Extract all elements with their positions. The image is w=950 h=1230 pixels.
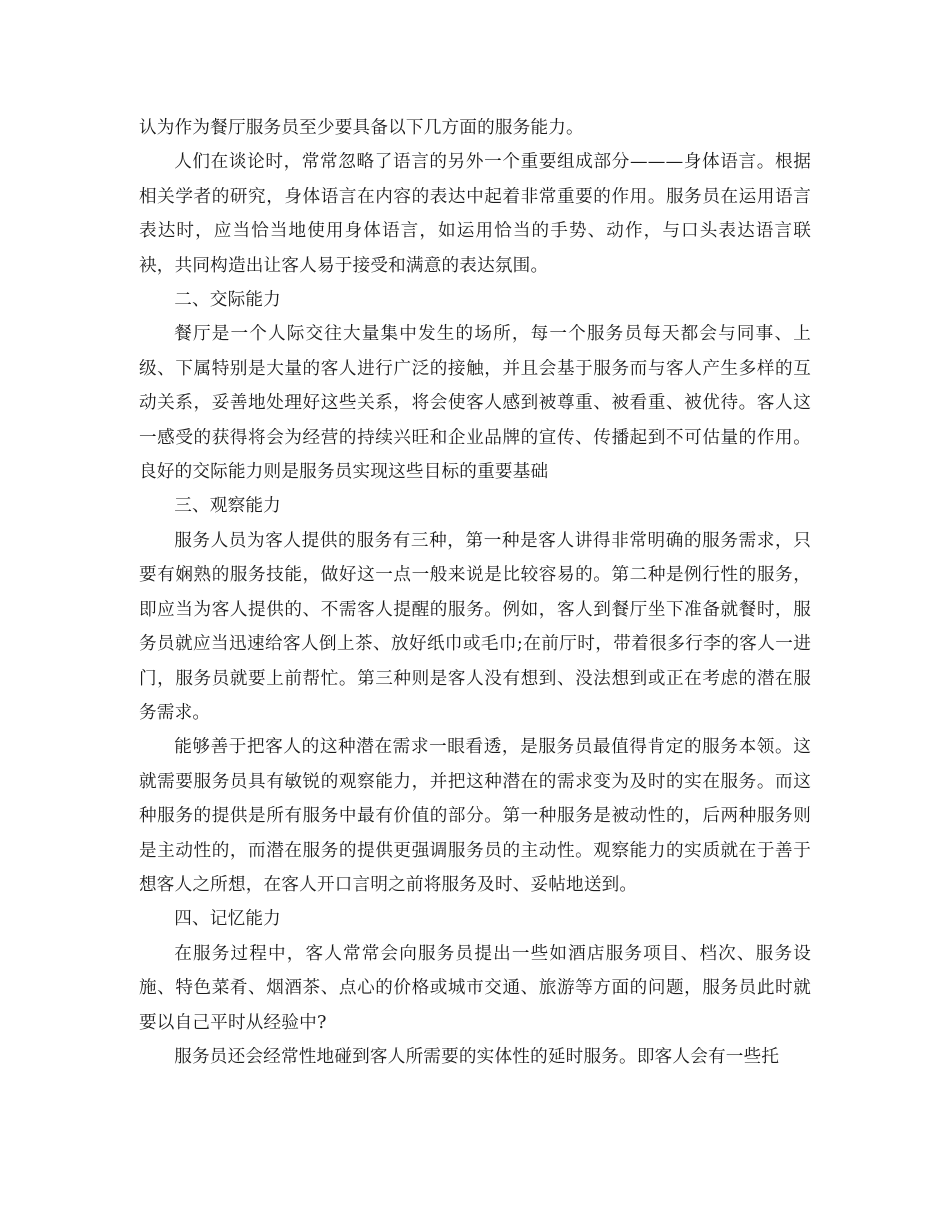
paragraph-service-types: 服务人员为客人提供的服务有三种，第一种是客人讲得非常明确的服务需求，只要有娴熟的服务技能，做好这一点一般来说是比较容易的。第二种是例行性的服务，即应当为客人提供的、不需客人提醒的服务。例如，客人到餐厅坐下准备就餐时，服务员就应当迅速给客人倒上茶、放好纸巾或毛巾;在前厅时，带着很多行李的客人一进门，服务员就要上前帮忙。第三种则是客人没有想到、没法想到或正在考虑的潜在服务需求。	[139, 530, 811, 723]
document-body	[139, 111, 811, 1074]
paragraph-memory: 在服务过程中，客人常常会向服务员提出一些如酒店服务项目、档次、服务设施、特色菜肴、烟酒茶、点心的价格或城市交通、旅游等方面的问题，服务员此时就要以自己平时从经验中?	[139, 943, 811, 1033]
paragraph-intro-continuation: 认为作为餐厅服务员至少要具备以下几方面的服务能力。	[139, 118, 584, 138]
paragraph-communication: 餐厅是一个人际交往大量集中发生的场所，每一个服务员每天都会与同事、上级、下属特别是大量的客人进行广泛的接触，并且会基于服务而与客人产生多样的互动关系，妥善地处理好这些关系，将会使客人感到被尊重、被看重、被优待。客人这一感受的获得将会为经营的持续兴旺和企业品牌的宣传、传播起到不可估量的作用。良好的交际能力则是服务员实现这些目标的重要基础	[139, 324, 811, 483]
section-heading-communication: 二、交际能力	[174, 290, 281, 311]
paragraph-observation: 能够善于把客人的这种潜在需求一眼看透，是服务员最值得肯定的服务本领。这就需要服务员具有敏锐的观察能力，并把这种潜在的需求变为及时的实在服务。而这种服务的提供是所有服务中最有价值的部分。第一种服务是被动性的，后两种服务则是主动性的，而潜在服务的提供更强调服务员的主动性。观察能力的实质就在于善于想客人之所想，在客人开口言明之前将服务及时、妥帖地送到。	[139, 737, 811, 895]
paragraph-body-language: 人们在谈论时，常常忽略了语言的另外一个重要组成部分———身体语言。根据相关学者的研究，身体语言在内容的表达中起着非常重要的作用。服务员在运用语言表达时，应当恰当地使用身体语言，如运用恰当的手势、动作，与口头表达语言联袂，共同构造出让客人易于接受和满意的表达氛围。	[139, 152, 811, 276]
paragraph-delayed-service: 服务员还会经常性地碰到客人所需要的实体性的延时服务。即客人会有一些托	[174, 1046, 780, 1067]
section-heading-observation: 三、观察能力	[174, 496, 281, 517]
section-heading-memory: 四、记忆能力	[174, 909, 281, 930]
